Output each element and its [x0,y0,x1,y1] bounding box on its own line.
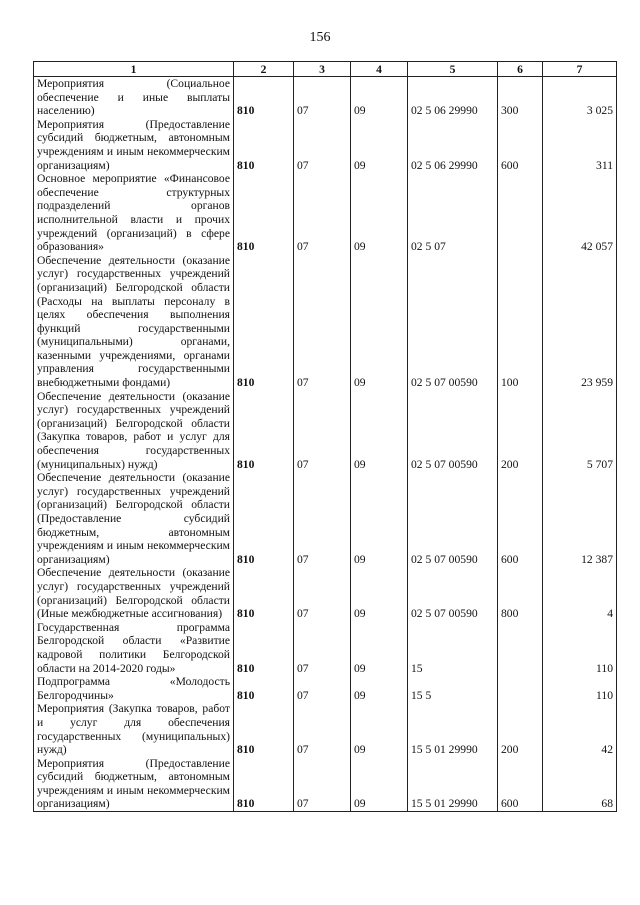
amount: 5 707 [543,390,617,472]
table-row [34,254,617,390]
section-code: 07 [294,675,351,702]
table-row [34,702,617,756]
ministry-code: 810 [234,566,294,620]
section-code: 07 [294,390,351,472]
amount: 3 025 [543,77,617,118]
expense-type: 600 [498,757,543,812]
row-name: Подпрограмма «Молодость Белгородчины» [34,675,234,702]
target-article: 02 5 07 00590 [408,566,498,620]
table-body [34,77,617,812]
page-number: 156 [309,30,331,45]
target-article: 02 5 07 00590 [408,254,498,390]
subsection-code: 09 [351,172,408,254]
target-article: 15 5 01 29990 [408,702,498,756]
row-name: Обеспечение деятельности (оказание услуг) государственных учреждений (организаций) Белгородской области (Закупка товаров, работ и услуг для обеспечения государственных (муниципальных) нужд) [34,390,234,472]
ministry-code: 810 [234,757,294,812]
section-code: 07 [294,471,351,566]
subsection-code: 09 [351,471,408,566]
table-row [34,675,617,702]
expense-type: 200 [498,390,543,472]
budget-table [33,61,617,812]
subsection-code: 09 [351,118,408,172]
ministry-code: 810 [234,621,294,675]
table-row [34,172,617,254]
ministry-code: 810 [234,471,294,566]
ministry-code: 810 [234,172,294,254]
subsection-code: 09 [351,702,408,756]
ministry-code: 810 [234,254,294,390]
table-row [34,471,617,566]
expense-type: 600 [498,118,543,172]
target-article: 02 5 06 29990 [408,118,498,172]
row-name: Мероприятия (Социальное обеспечение и иные выплаты населению) [34,77,234,118]
header-row [34,62,617,77]
target-article: 15 5 [408,675,498,702]
subsection-code: 09 [351,675,408,702]
column-header: 3 [294,62,351,77]
row-name: Основное мероприятие «Финансовое обеспечение структурных подразделений органов исполнительной власти и прочих учреждений (организаций) в сфере образования» [34,172,234,254]
table-row [34,118,617,172]
ministry-code: 810 [234,77,294,118]
subsection-code: 09 [351,390,408,472]
amount: 23 959 [543,254,617,390]
expense-type: 200 [498,702,543,756]
column-header: 6 [498,62,543,77]
section-code: 07 [294,118,351,172]
amount: 4 [543,566,617,620]
section-code: 07 [294,77,351,118]
target-article: 02 5 07 00590 [408,471,498,566]
expense-type [498,172,543,254]
expense-type: 600 [498,471,543,566]
target-article: 02 5 06 29990 [408,77,498,118]
section-code: 07 [294,566,351,620]
subsection-code: 09 [351,77,408,118]
column-header: 7 [543,62,617,77]
subsection-code: 09 [351,566,408,620]
section-code: 07 [294,702,351,756]
subsection-code: 09 [351,254,408,390]
amount: 12 387 [543,471,617,566]
subsection-code: 09 [351,621,408,675]
amount: 42 [543,702,617,756]
row-name: Мероприятия (Предоставление субсидий бюджетным, автономным учреждениям и иным некоммерческим организациям) [34,118,234,172]
expense-type: 300 [498,77,543,118]
target-article: 02 5 07 00590 [408,390,498,472]
table-row [34,757,617,812]
amount: 42 057 [543,172,617,254]
amount: 311 [543,118,617,172]
expense-type [498,621,543,675]
row-name: Обеспечение деятельности (оказание услуг) государственных учреждений (организаций) Белгородской области (Предоставление субсидий бюджетным, автономным учреждениям и иным некоммерческим организациям) [34,471,234,566]
section-code: 07 [294,172,351,254]
row-name: Мероприятия (Предоставление субсидий бюджетным, автономным учреждениям и иным некоммерческим организациям) [34,757,234,812]
row-name: Мероприятия (Закупка товаров, работ и услуг для обеспечения государственных (муниципальных) нужд) [34,702,234,756]
ministry-code: 810 [234,118,294,172]
expense-type: 100 [498,254,543,390]
expense-type: 800 [498,566,543,620]
expense-type [498,675,543,702]
section-code: 07 [294,757,351,812]
table-row [34,621,617,675]
column-header: 4 [351,62,408,77]
amount: 110 [543,621,617,675]
row-name: Обеспечение деятельности (оказание услуг) государственных учреждений (организаций) Белгородской области (Иные межбюджетные ассигнования) [34,566,234,620]
target-article: 15 5 01 29990 [408,757,498,812]
table-row [34,566,617,620]
column-header: 5 [408,62,498,77]
subsection-code: 09 [351,757,408,812]
section-code: 07 [294,254,351,390]
row-name: Государственная программа Белгородской области «Развитие кадровой политики Белгородской области на 2014-2020 годы» [34,621,234,675]
target-article: 15 [408,621,498,675]
amount: 110 [543,675,617,702]
column-header: 2 [234,62,294,77]
ministry-code: 810 [234,390,294,472]
table-header [34,62,617,77]
amount: 68 [543,757,617,812]
ministry-code: 810 [234,675,294,702]
row-name: Обеспечение деятельности (оказание услуг) государственных учреждений (организаций) Белгородской области (Расходы на выплаты персоналу в целях обеспечения выполнения функций государственными (муниципальными) органами, казенными учреждениями, органами управления государственными внебюджетными фондами) [34,254,234,390]
table-row [34,77,617,118]
column-header: 1 [34,62,234,77]
target-article: 02 5 07 [408,172,498,254]
table-row [34,390,617,472]
section-code: 07 [294,621,351,675]
ministry-code: 810 [234,702,294,756]
